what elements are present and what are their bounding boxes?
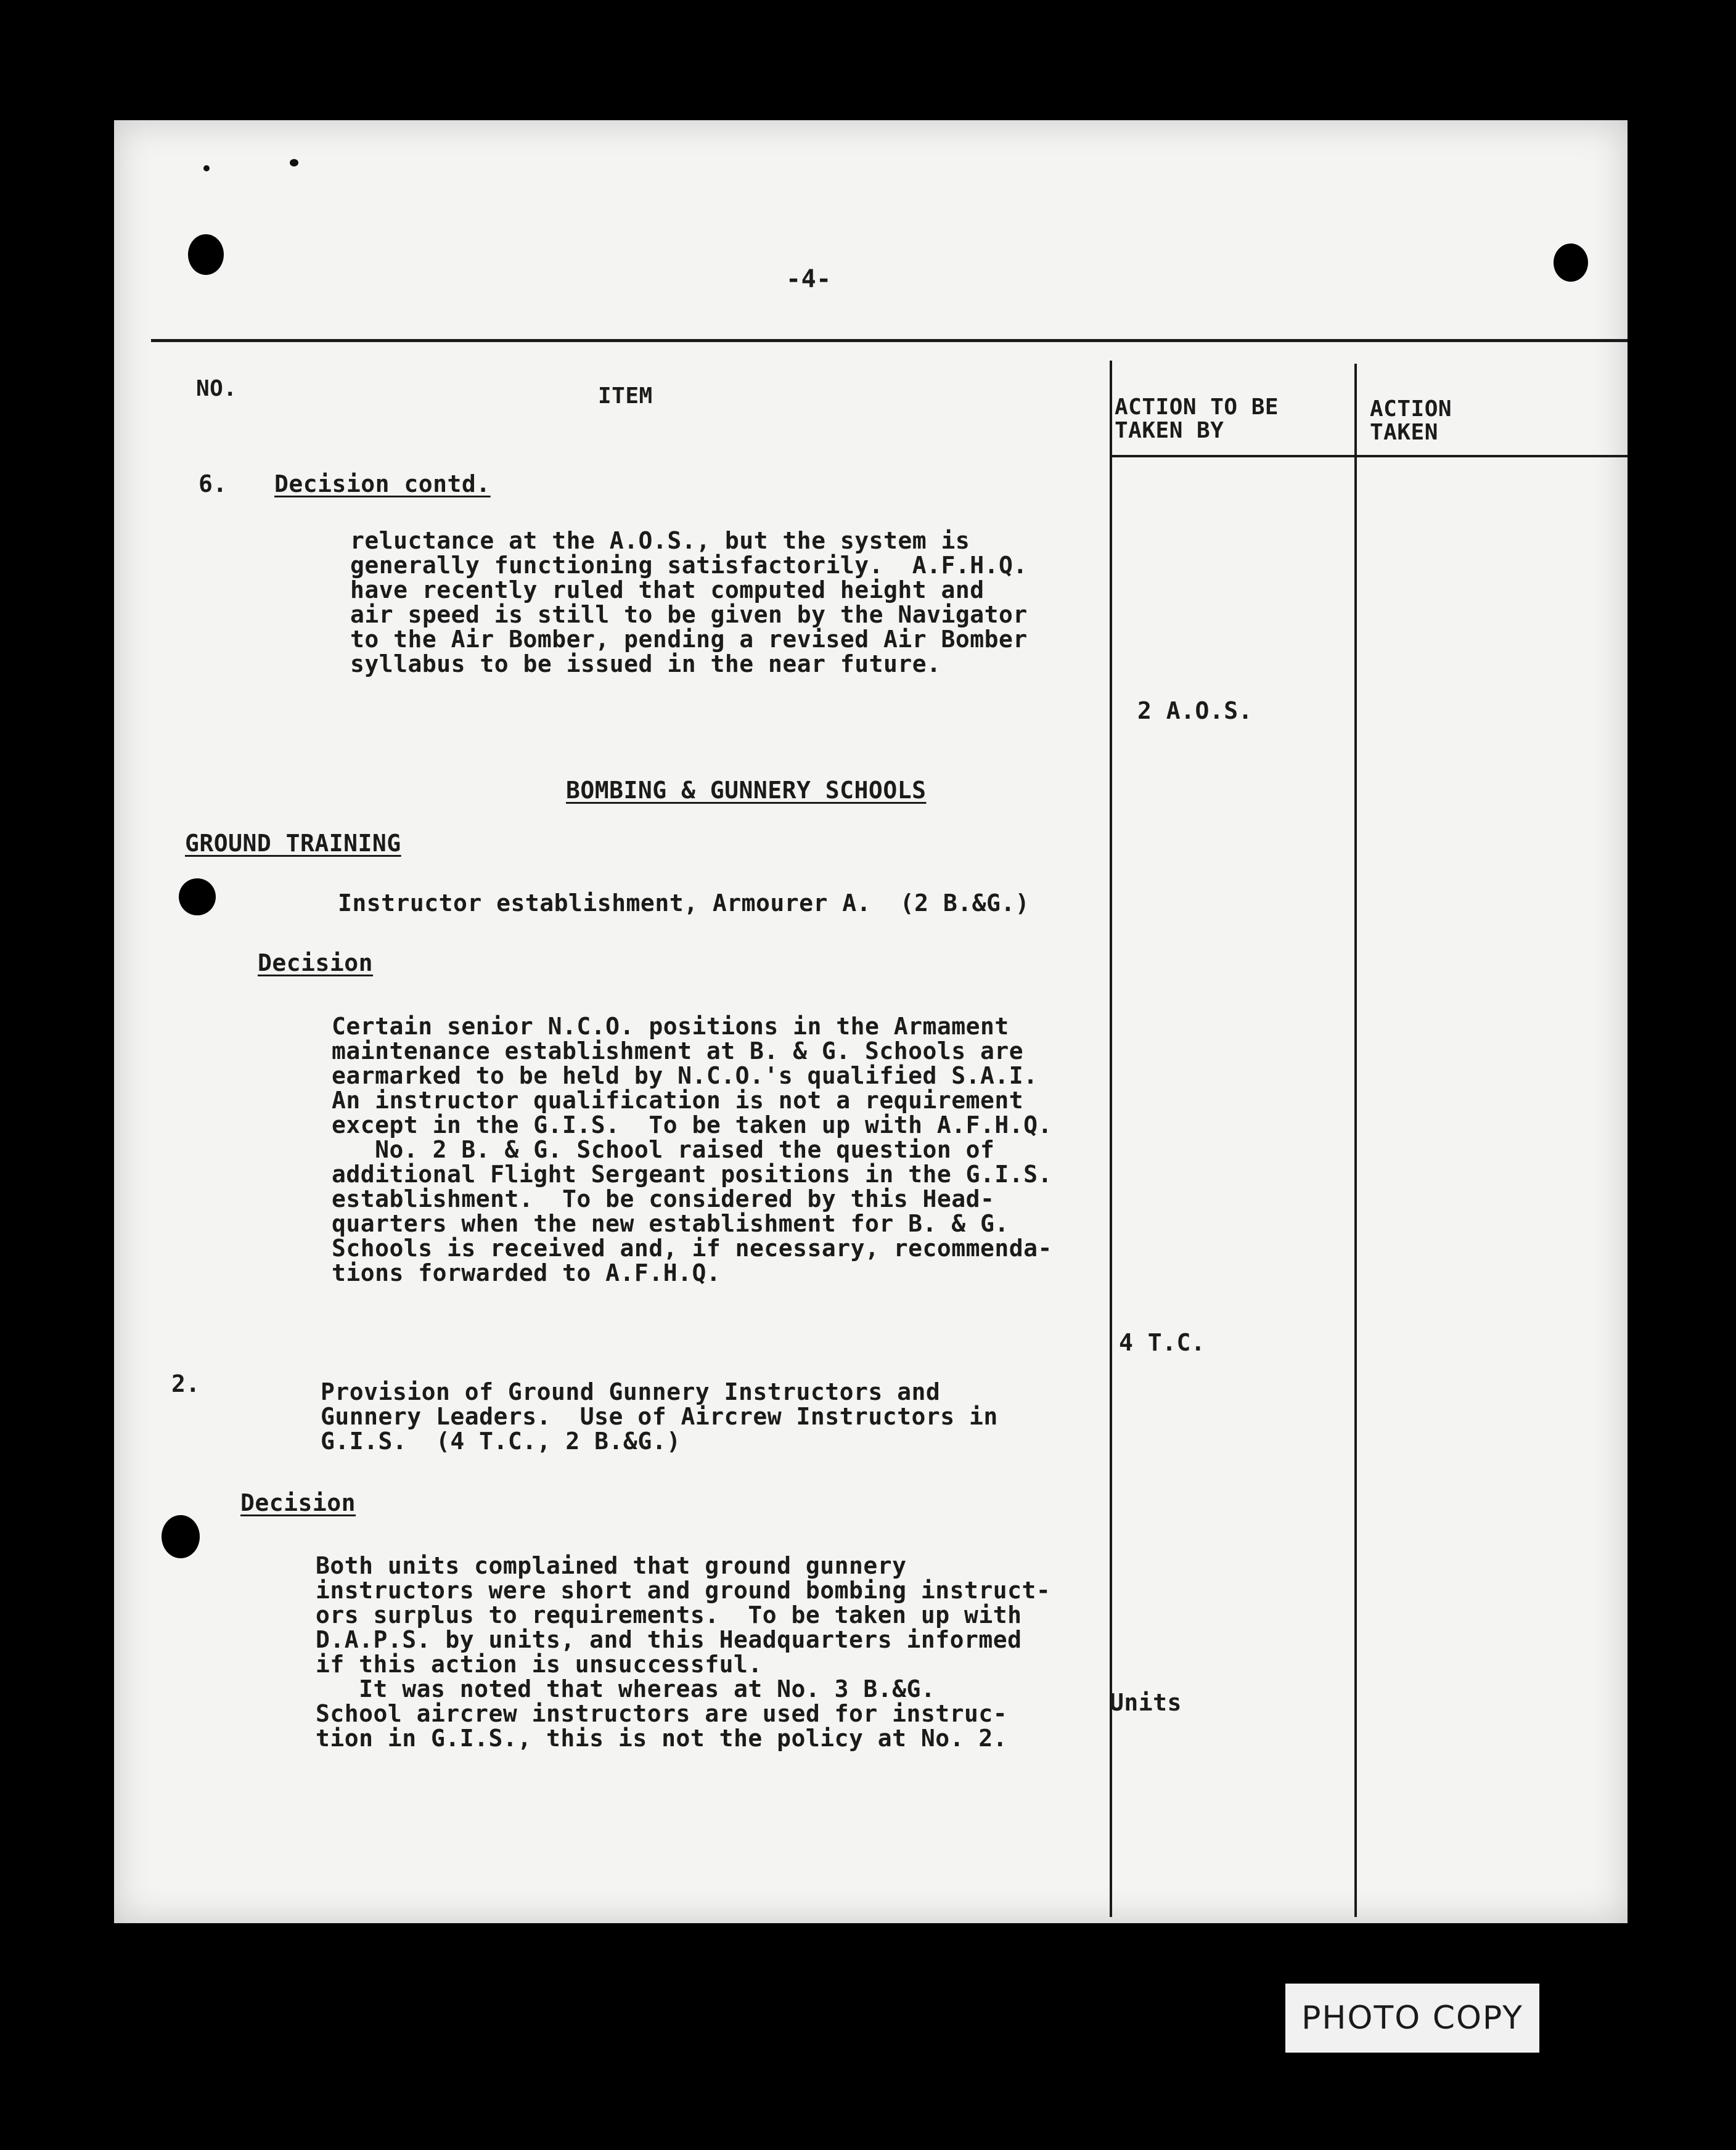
entry-number: 6.: [199, 470, 227, 497]
item-action-by: Units: [1110, 1689, 1182, 1716]
punch-hole-mid-left: [179, 878, 216, 915]
punch-hole-top-right: [1554, 243, 1588, 282]
decision-text: Certain senior N.C.O. positions in the Armament maintenance establishment at B. & G. Schools are earmarked to be held by N.C.O.'s qualified S.A.I. An instructor qualification is not a requirement except in the G.I.S. To be taken up with A.F.H.Q. No. 2 B. & G. School raised the question of additional Flight Sergeant positions in the G.I.S. establishment. To be considered by this Head- quarters when the new establishment for B. & G. Schools is received and, if necessary, recommenda- tions forwarded to A.F.H.Q.: [332, 1013, 1052, 1286]
item-title: Provision of Ground Gunnery Instructors and Gunnery Leaders. Use of Aircrew Instructors in G.I.S. (4 T.C., 2 B.&G.): [321, 1378, 998, 1455]
speck: [203, 165, 210, 171]
decision-text: Both units complained that ground gunnery instructors were short and ground bombing instruct- ors surplus to requirements. To be taken up with D.A.P.S. by units, and this Headquarters informed if this action is unsuccessful. It was noted that whereas at No. 3 B.&G. School aircrew instructors are used for instruc- tion in G.I.S., this is not the policy at No. 2.: [316, 1552, 1051, 1752]
item-number: 2.: [171, 1370, 200, 1397]
entry-body: reluctance at the A.O.S., but the system is generally functioning satisfactorily. A.F.H.Q. have recently ruled that computed height and air speed is still to be given by the Navigator to the Air Bomber, pending a revised Air Bomber syllabus to be issued in the near future.: [350, 527, 1028, 677]
item-action-by: 4 T.C.: [1119, 1329, 1206, 1356]
subsection-title: GROUND TRAINING: [185, 830, 401, 857]
entry-heading: Decision contd.: [274, 470, 491, 497]
table-top-rule: [151, 339, 1628, 342]
header-bottom-rule: [1110, 455, 1628, 457]
column-header-item: ITEM: [598, 383, 653, 409]
column-header-action-by: ACTION TO BE TAKEN BY: [1115, 394, 1279, 443]
column-divider-action-by: [1110, 361, 1112, 1917]
column-divider-action-taken: [1354, 364, 1357, 1917]
decision-label: Decision: [240, 1489, 356, 1516]
column-header-action-taken: ACTION TAKEN: [1370, 396, 1452, 445]
column-header-no: NO.: [196, 376, 237, 401]
punch-hole-top-left: [188, 234, 224, 275]
section-title: BOMBING & GUNNERY SCHOOLS: [566, 777, 927, 804]
decision-label: Decision: [258, 949, 374, 976]
punch-hole-lower-left: [162, 1515, 200, 1558]
speck: [290, 159, 298, 166]
item-title: Instructor establishment, Armourer A. (2 B.&G.): [338, 889, 1030, 917]
page-number: -4-: [786, 265, 832, 293]
entry-action-by: 2 A.O.S.: [1137, 697, 1253, 724]
photo-copy-stamp: PHOTO COPY: [1285, 1984, 1539, 2053]
